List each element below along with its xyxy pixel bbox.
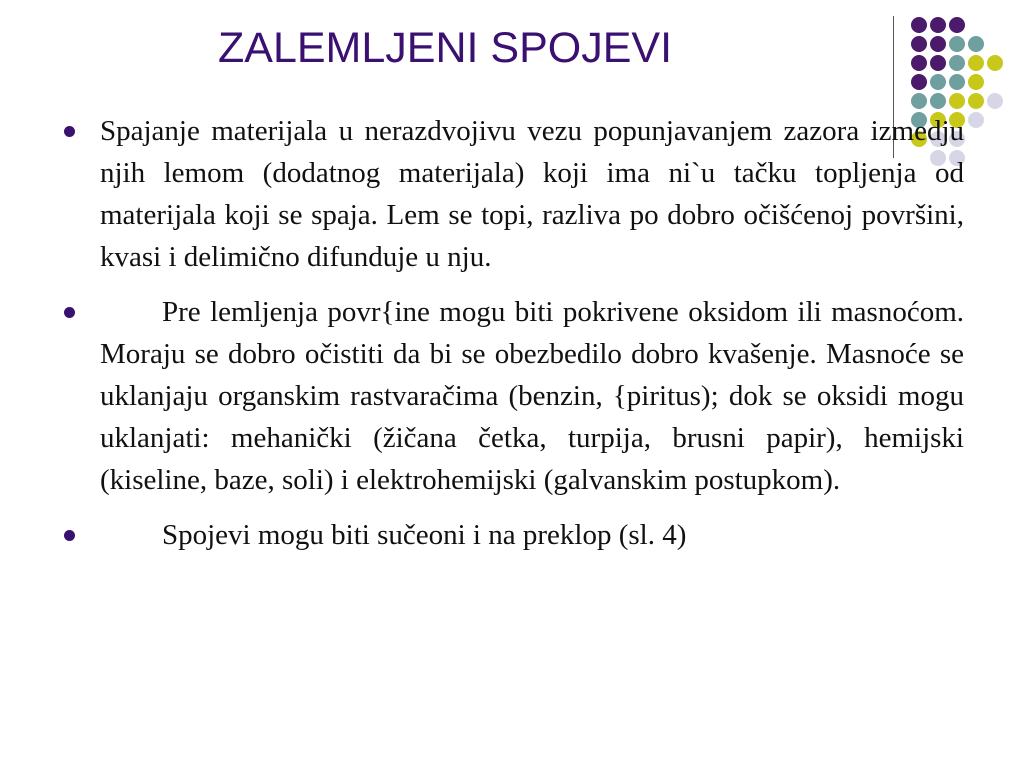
bullet-dot-icon (64, 307, 75, 318)
bullet-dot-icon (64, 530, 75, 541)
decorative-dot (930, 36, 946, 52)
slide-title: ZALEMLJENI SPOJEVI (218, 24, 673, 72)
bullet-dot-icon (64, 126, 75, 137)
decorative-dot (911, 17, 927, 33)
decorative-dot (987, 55, 1003, 71)
bullet-item (62, 110, 964, 278)
bullet-text: Spajanje materijala u nerazdvojivu vezu popunjavanjem zazora izmedju njih lemom (dodatnog materijala) koji ima ni`u tačku topljenja od materijala koji se spaja. Lem se topi, razliva po dobro očišćenoj površini, kvasi i delimično difunduje u nju. (100, 115, 964, 273)
decorative-dot (968, 93, 984, 109)
bullet-text: Spojevi mogu biti sučeoni i na preklop (sl. 4) (162, 519, 687, 551)
decorative-dot (911, 93, 927, 109)
decorative-dot (949, 17, 965, 33)
decorative-dot (949, 36, 965, 52)
decorative-dot (968, 74, 984, 90)
decorative-dot (987, 93, 1003, 109)
decorative-dot (911, 36, 927, 52)
decorative-dot (911, 74, 927, 90)
bullet-item (62, 514, 964, 556)
bullet-list (62, 110, 964, 569)
decorative-dot (930, 74, 946, 90)
decorative-dot (949, 93, 965, 109)
decorative-dot (968, 112, 984, 128)
decorative-dot (968, 36, 984, 52)
decorative-dot (968, 55, 984, 71)
decorative-dot (911, 55, 927, 71)
decorative-dot (930, 93, 946, 109)
decorative-dot (930, 55, 946, 71)
bullet-text: Pre lemljenja povr{ine mogu biti pokrivene oksidom ili masnoćom. Moraju se dobro očistiti da bi se obezbedilo dobro kvašenje. Masnoće se uklanjaju organskim rastvaračima (benzin, {piritus); dok se oksidi mogu uklanjati: mehanički (žičana četka, turpija, brusni papir), hemijski (kiseline, baze, soli) i elektrohemijski (galvanskim postupkom). (100, 296, 964, 496)
decorative-dot (949, 55, 965, 71)
bullet-item (62, 291, 964, 501)
decorative-dot (930, 17, 946, 33)
decorative-dot (949, 74, 965, 90)
